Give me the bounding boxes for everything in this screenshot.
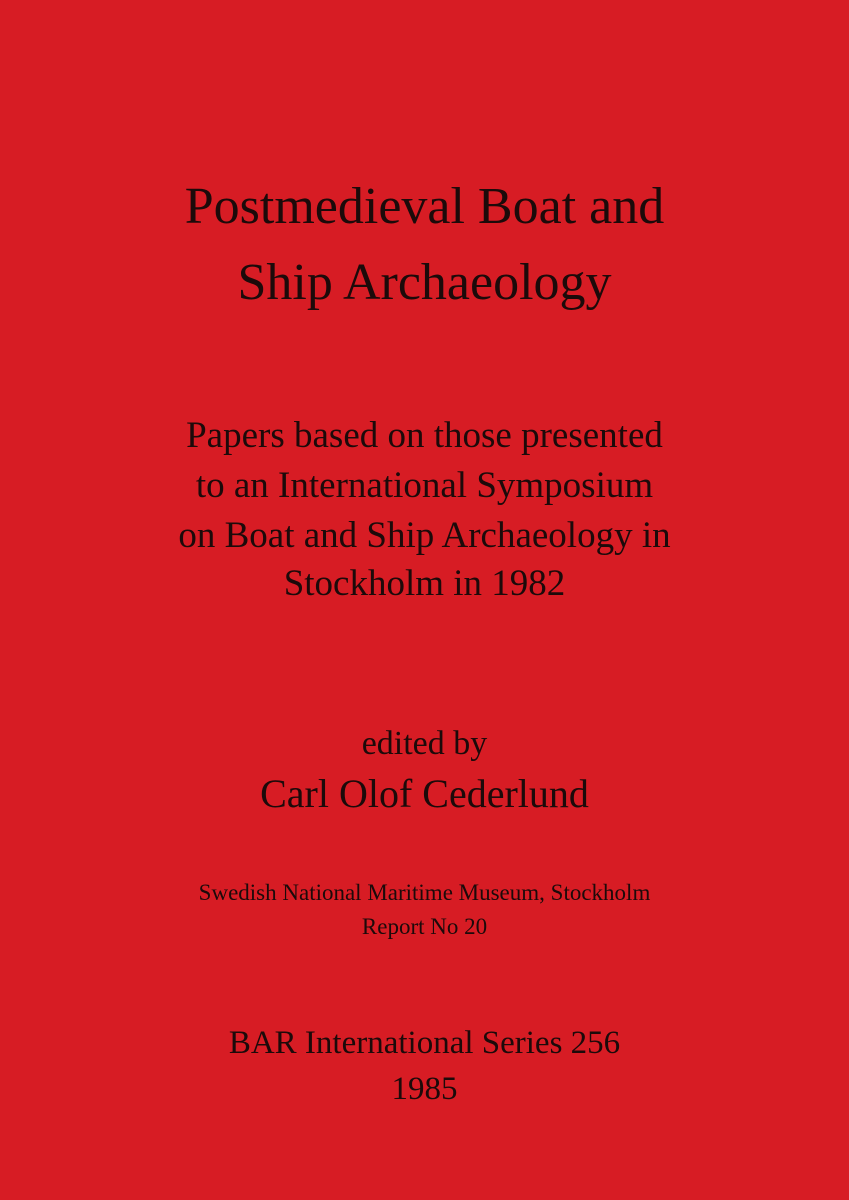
report-number: Report No 20 — [361, 914, 488, 939]
museum-line-1: Swedish National Maritime Museum, Stockholm — [198, 880, 651, 905]
edited-by-label: edited by — [361, 725, 488, 762]
subtitle-line-3: on Boat and Ship Archaeology in — [178, 515, 671, 556]
editor-name: Carl Olof Cederlund — [260, 771, 589, 816]
subtitle-line-2: to an International Symposium — [195, 465, 654, 506]
series-label: BAR International Series 256 — [228, 1025, 621, 1061]
subtitle-line-4: Stockholm in 1982 — [283, 563, 566, 604]
publication-year: 1985 — [391, 1071, 458, 1107]
subtitle-line-1: Papers based on those presented — [186, 415, 663, 456]
title-line-1: Postmedieval Boat and — [184, 178, 665, 235]
title-line-2: Ship Archaeology — [237, 254, 612, 311]
